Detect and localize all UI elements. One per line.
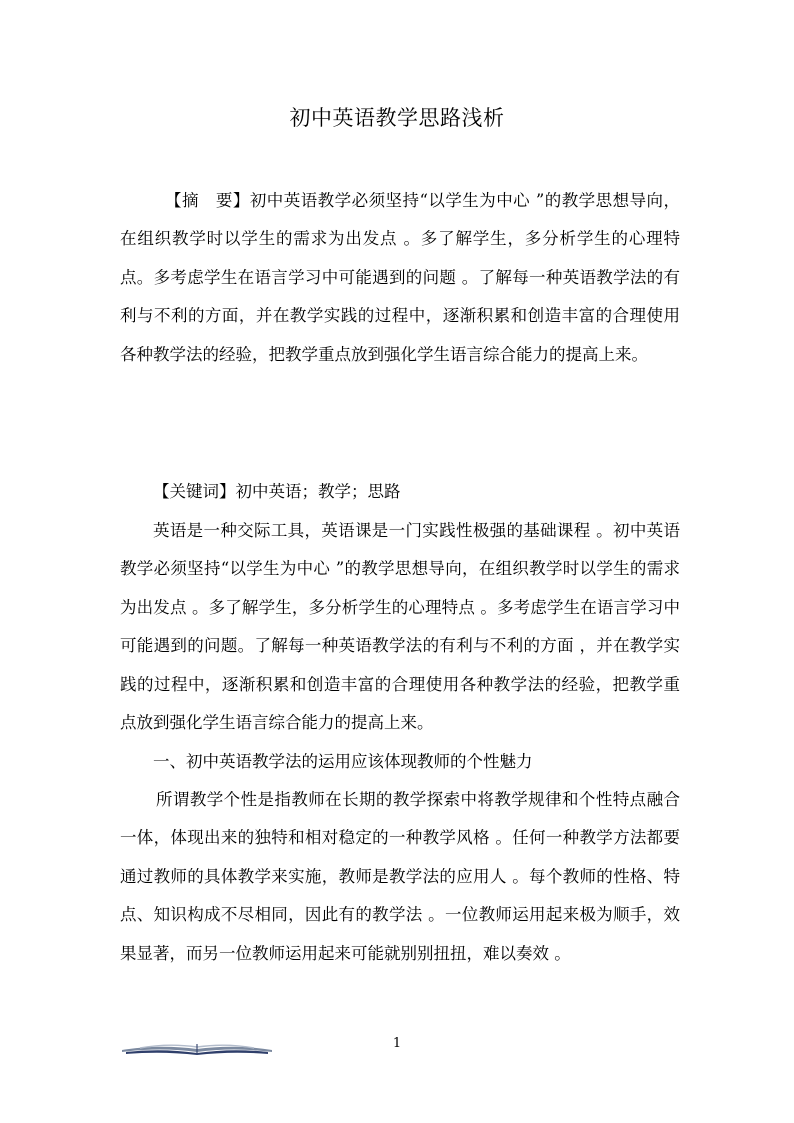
body-paragraph: 所谓教学个性是指教师在长期的教学探索中将教学规律和个性特点融合一体，体现出来的独特和相对稳定的一种教学风格 。任何一种教学方法都要通过教师的具体教学来实施，教师是教学法的应用人 。每个教师的性格、特点、知识构成不尽相同，因此有的教学法 。一位教师运用起来极为顺手，效果显著，而另一位教师运用起来可能就别别扭扭，难以奏效 。	[120, 790, 680, 963]
section-heading: 一、初中英语教学法的运用应该体现教师的个性魅力	[153, 752, 533, 771]
document-title: 初中英语教学思路浅析	[289, 106, 505, 130]
body-paragraph: 英语是一种交际工具，英语课是一门实践性极强的基础课程 。初中英语教学必须坚持“以学生为中心 ”的教学思想导向，在组织教学时以学生的需求为出发点 。多了解学生，多分析学生的心理特点 。多考虑学生在语言学习中可能遇到的问题。了解每一种英语教学法的有利与不利的方面 ，并在教学实践的过程中，逐渐积累和创造丰富的合理使用各种教学法的经验，把教学重点放到强化学生语言综合能力的提高上来。	[120, 521, 680, 733]
page-number: 1	[392, 1036, 402, 1051]
abstract-paragraph: 【摘 要】初中英语教学必须坚持“以学生为中心 ”的教学思想导向，在组织教学时以学生的需求为出发点 。多了解学生，多分析学生的心理特点。多考虑学生在语言学习中可能遇到的问题 。了解每一种英语教学法的有利与不利的方面，并在教学实践的过程中，逐渐积累和创造丰富的合理使用各种教学法的经验，把教学重点放到强化学生语言综合能力的提高上来。	[120, 191, 680, 364]
keywords-line: 【关键词】初中英语；教学；思路	[153, 482, 401, 501]
book-icon	[120, 1037, 274, 1057]
